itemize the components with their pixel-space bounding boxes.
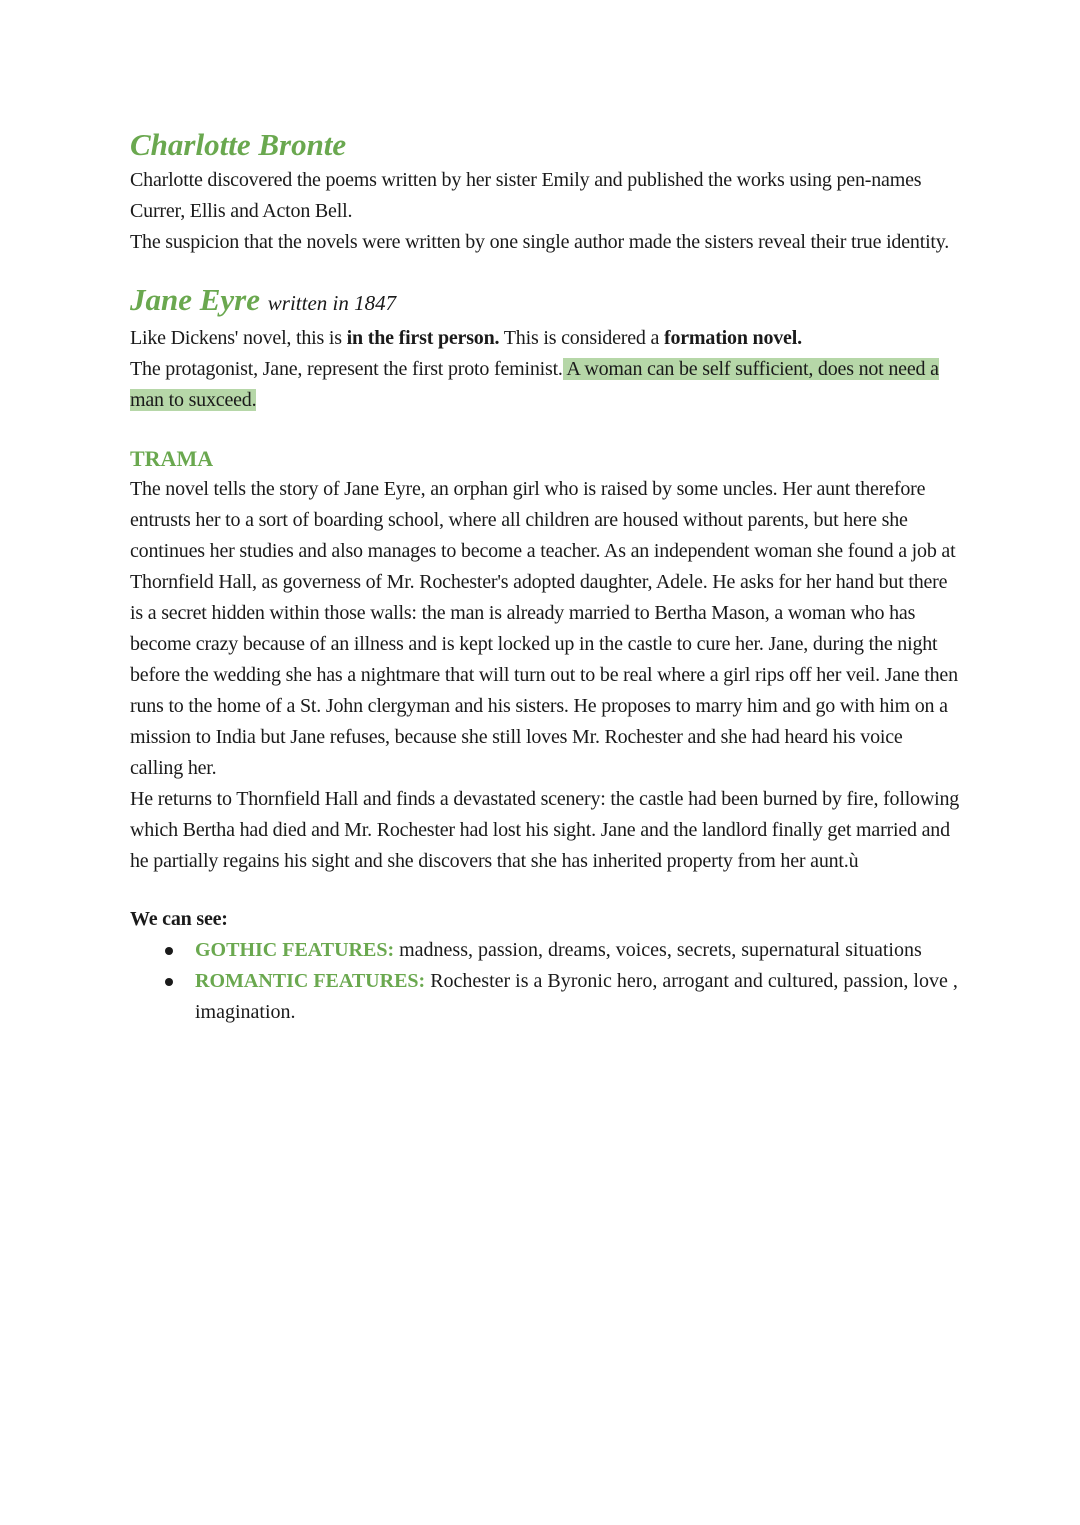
romantic-text: Rochester is a Byronic hero, arrogant and cultured, passion, love , imagination. — [195, 970, 958, 1023]
paragraph-true-identity: The suspicion that the novels were written by one single author made the sisters reveal their true identity. — [130, 231, 950, 253]
text-segment: Like Dickens' novel, this is — [130, 327, 347, 349]
paragraph-protagonist — [130, 354, 960, 416]
list-item-gothic — [195, 935, 960, 966]
bullet-icon — [165, 947, 173, 955]
heading-jane-eyre — [130, 280, 960, 323]
gothic-label: GOTHIC FEATURES: — [195, 939, 395, 961]
gothic-text: madness, passion, dreams, voices, secrets, supernatural situations — [394, 939, 922, 961]
heading-charlotte-bronte: Charlotte Bronte — [130, 127, 347, 162]
heading-trama: TRAMA — [130, 446, 214, 471]
text-segment: The protagonist, Jane, represent the first proto feminist. — [130, 358, 563, 380]
paragraph-plot-main: The novel tells the story of Jane Eyre, an orphan girl who is raised by some uncles. Her aunt therefore entrusts her to a sort of boarding school, where all children are housed without parents, but here she continues her studies and also manages to become a teacher. As an independent woman she found a job at Thornfield Hall, as governess of Mr. Rochester's adopted daughter, Adele. He asks for her hand but there is a secret hidden within those walls: the man is already married to Bertha Mason, a woman who has become crazy because of an illness and is kept locked up in the castle to cure her. Jane, during the night before the wedding she has a nightmare that will turn out to be real where a girl rips off her veil. Jane then runs to the home of a St. John clergyman and his sisters. He proposes to marry him and go with him on a mission to India but Jane refuses, because she still loves Mr. Rochester and she had heard his voice calling her. — [130, 478, 958, 779]
paragraph-narrative-style — [130, 323, 960, 354]
text-segment: This is considered a — [499, 327, 664, 349]
romantic-label: ROMANTIC FEATURES: — [195, 970, 426, 992]
list-item-romantic — [195, 966, 960, 1028]
highlighted-self-sufficient: A woman can be self sufficient, does not need a man to suxceed. — [130, 358, 939, 411]
document-content — [130, 125, 960, 1028]
paragraph-plot-ending: He returns to Thornfield Hall and finds a devastated scenery: the castle had been burned by fire, following which Bertha had died and Mr. Rochester had lost his sight. Jane and the landlord finally get married and he partially regains his sight and she discovers that she has inherited property from her aunt.ù — [130, 788, 960, 872]
bold-first-person: in the first person. — [346, 327, 500, 349]
paragraph-pen-names: Charlotte discovered the poems written by her sister Emily and published the works using pen-names Currer, Ellis and Acton Bell. — [130, 169, 922, 222]
jane-eyre-title: Jane Eyre — [130, 282, 261, 317]
bold-formation-novel: formation novel. — [664, 327, 802, 349]
written-date-note: written in 1847 — [267, 291, 397, 315]
features-list — [130, 935, 960, 1028]
bullet-icon — [165, 978, 173, 986]
features-lead: We can see: — [130, 908, 228, 930]
